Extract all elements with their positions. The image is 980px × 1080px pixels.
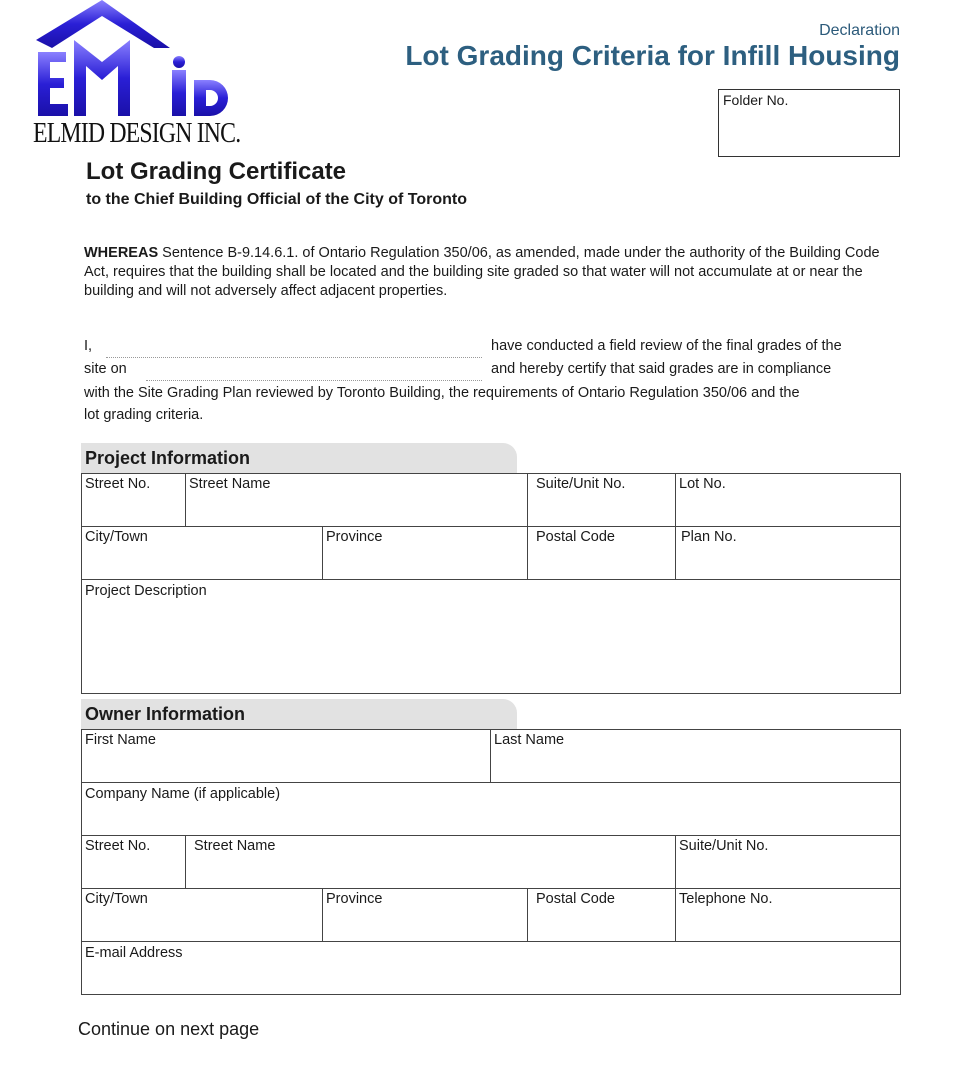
logo-roof <box>36 0 170 48</box>
logo-letter-m <box>74 40 130 116</box>
name-fill-line[interactable] <box>106 340 482 358</box>
project-plan-label: Plan No. <box>681 529 737 545</box>
owner-suite-field[interactable] <box>675 835 901 889</box>
project-suite-label: Suite/Unit No. <box>536 476 626 492</box>
owner-province-field[interactable] <box>322 888 528 942</box>
project-lot-label: Lot No. <box>679 476 726 492</box>
owner-street-name-field[interactable] <box>185 835 676 889</box>
project-street-no-label: Street No. <box>85 476 151 492</box>
owner-phone-field[interactable] <box>675 888 901 942</box>
certificate-title: Lot Grading Certificate <box>86 158 347 185</box>
owner-last-name-label: Last Name <box>494 732 565 748</box>
owner-last-name-field[interactable] <box>490 729 901 783</box>
owner-first-name-label: First Name <box>85 732 156 748</box>
folder-number-field[interactable] <box>718 89 900 157</box>
continue-note: Continue on next page <box>78 1019 260 1039</box>
owner-street-no-field[interactable] <box>81 835 186 889</box>
owner-suite-label: Suite/Unit No. <box>679 838 769 854</box>
certificate-subtitle: to the Chief Building Official of the City of Toronto <box>86 191 467 208</box>
project-street-name-field[interactable] <box>185 473 528 527</box>
logo-letter-i <box>172 70 186 116</box>
logo-letter-e <box>38 52 68 116</box>
owner-info-grid <box>81 729 901 995</box>
owner-postal-field[interactable] <box>527 888 676 942</box>
project-info-grid <box>81 473 901 694</box>
owner-province-label: Province <box>326 891 383 907</box>
owner-postal-label: Postal Code <box>536 891 615 907</box>
document-title: Lot Grading Criteria for Infill Housing <box>405 40 900 71</box>
owner-street-name-label: Street Name <box>194 838 276 854</box>
project-info-header <box>81 443 517 473</box>
declaration-line2: and hereby certify that said grades are in compliance <box>491 361 832 377</box>
owner-email-field[interactable] <box>81 941 901 995</box>
project-plan-field[interactable] <box>675 526 901 580</box>
date-fill-line[interactable] <box>146 363 482 381</box>
owner-city-field[interactable] <box>81 888 323 942</box>
project-lot-field[interactable] <box>675 473 901 527</box>
declaration-site-on: site on <box>84 361 127 377</box>
owner-company-field[interactable] <box>81 782 901 836</box>
logo-company-name: ELMID DESIGN INC. <box>33 117 241 149</box>
owner-phone-label: Telephone No. <box>679 891 773 907</box>
project-city-field[interactable] <box>81 526 323 580</box>
owner-company-label: Company Name (if applicable) <box>85 786 281 802</box>
owner-city-label: City/Town <box>85 891 148 907</box>
project-postal-field[interactable] <box>527 526 676 580</box>
whereas-body: Sentence B-9.14.6.1. of Ontario Regulation 350/06, as amended, made under the authority of the Building Code Act, requires that the building shall be located and the building site graded so that water will not accumulate at or near the building and will not adversely affect adjacent properties. <box>84 245 880 299</box>
whereas-lead: WHEREAS <box>84 245 159 261</box>
logo-letter-d <box>194 80 228 116</box>
project-street-name-label: Street Name <box>189 476 271 492</box>
project-info-title: Project Information <box>85 448 251 468</box>
project-description-field[interactable] <box>81 579 901 694</box>
declaration-label: Declaration <box>819 22 900 39</box>
folder-number-label: Folder No. <box>723 92 789 108</box>
project-city-label: City/Town <box>85 529 148 545</box>
project-province-field[interactable] <box>322 526 528 580</box>
owner-first-name-field[interactable] <box>81 729 491 783</box>
project-suite-field[interactable] <box>527 473 676 527</box>
declaration-line4: lot grading criteria. <box>84 407 204 423</box>
whereas-paragraph <box>84 244 884 301</box>
declaration-line3: with the Site Grading Plan reviewed by Toronto Building, the requirements of Ontario Regulation 350/06 and the <box>84 385 800 401</box>
project-street-no-field[interactable] <box>81 473 186 527</box>
owner-email-label: E-mail Address <box>85 945 183 961</box>
owner-info-title: Owner Information <box>85 704 246 724</box>
declaration-i: I, <box>84 338 93 354</box>
project-postal-label: Postal Code <box>536 529 615 545</box>
declaration-line1: have conducted a field review of the final grades of the <box>491 338 842 354</box>
owner-info-header <box>81 699 517 729</box>
owner-street-no-label: Street No. <box>85 838 151 854</box>
project-province-label: Province <box>326 529 383 545</box>
project-description-label: Project Description <box>85 583 207 599</box>
